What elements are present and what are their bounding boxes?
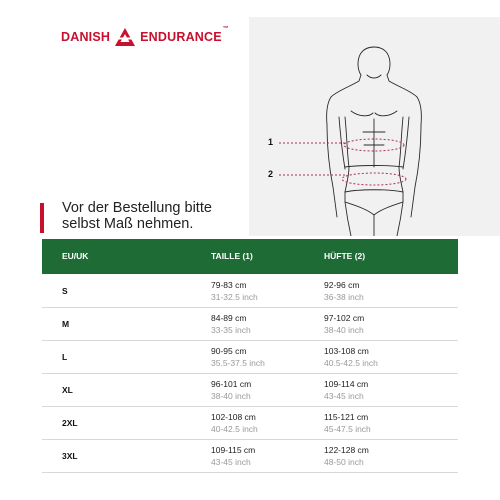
table-row	[42, 373, 458, 407]
hip-cm: 109-114 cm	[324, 379, 369, 389]
hip-inch: 38-40 inch	[324, 325, 364, 335]
size-label: 3XL	[62, 451, 78, 461]
table-row	[42, 307, 458, 341]
body-illustration	[249, 17, 500, 236]
waist-inch: 38-40 inch	[211, 391, 251, 401]
hip-inch: 40.5-42.5 inch	[324, 358, 378, 368]
brand-word-left: DANISH	[61, 30, 111, 44]
waist-inch: 31-32.5 inch	[211, 292, 258, 302]
size-label: M	[62, 319, 70, 329]
hip-cm: 122-128 cm	[324, 445, 369, 455]
size-label: L	[62, 352, 68, 362]
waist-cell	[211, 345, 265, 369]
notice-line-2: selbst Maß nehmen.	[62, 216, 194, 232]
waist-cell	[211, 378, 251, 402]
hip-cell	[324, 279, 364, 303]
hip-cell	[324, 444, 369, 468]
waist-cell	[211, 312, 251, 336]
hip-inch: 48-50 inch	[324, 457, 364, 467]
col-header-size: EU/UK	[62, 251, 89, 261]
brand-trademark: ™	[222, 26, 229, 32]
waist-inch: 35.5-37.5 inch	[211, 358, 265, 368]
brand-logo	[61, 26, 229, 48]
table-row	[42, 340, 458, 374]
hip-cell	[324, 378, 368, 402]
size-label: S	[62, 286, 68, 296]
col-header-hip: HÜFTE (2)	[324, 251, 366, 261]
waist-inch: 43-45 inch	[211, 457, 251, 467]
waist-cell	[211, 444, 255, 468]
waist-cell	[211, 279, 258, 303]
brand-word-right: ENDURANCE	[140, 30, 222, 44]
table-row	[42, 274, 458, 308]
col-header-waist: TAILLE (1)	[211, 251, 253, 261]
brand-mountain-icon	[114, 27, 136, 47]
notice-line-1: Vor der Bestellung bitte	[62, 200, 212, 216]
size-label: 2XL	[62, 418, 78, 428]
notice-text	[62, 200, 262, 232]
table-header	[42, 239, 458, 274]
waist-cm: 102-108 cm	[211, 412, 256, 422]
measure-marker-hip: 2	[268, 169, 274, 179]
body-measurement-figure	[249, 17, 500, 236]
accent-bar	[40, 203, 44, 233]
waist-cm: 84-89 cm	[211, 313, 247, 323]
measure-marker-waist: 1	[268, 137, 274, 147]
hip-cm: 97-102 cm	[324, 313, 365, 323]
waist-cm: 79-83 cm	[211, 280, 247, 290]
hip-cm: 92-96 cm	[324, 280, 360, 290]
waist-inch: 40-42.5 inch	[211, 424, 258, 434]
waist-cm: 90-95 cm	[211, 346, 247, 356]
hip-cm: 103-108 cm	[324, 346, 369, 356]
size-label: XL	[62, 385, 73, 395]
hip-cell	[324, 312, 364, 336]
waist-cm: 96-101 cm	[211, 379, 252, 389]
hip-cell	[324, 411, 371, 435]
waist-cm: 109-115 cm	[211, 445, 256, 455]
waist-cell	[211, 411, 258, 435]
hip-inch: 43-45 inch	[324, 391, 364, 401]
hip-cm: 115-121 cm	[324, 412, 369, 422]
hip-cell	[324, 345, 378, 369]
waist-inch: 33-35 inch	[211, 325, 251, 335]
hip-inch: 36-38 inch	[324, 292, 364, 302]
table-row	[42, 406, 458, 440]
table-row	[42, 439, 458, 473]
hip-inch: 45-47.5 inch	[324, 424, 371, 434]
